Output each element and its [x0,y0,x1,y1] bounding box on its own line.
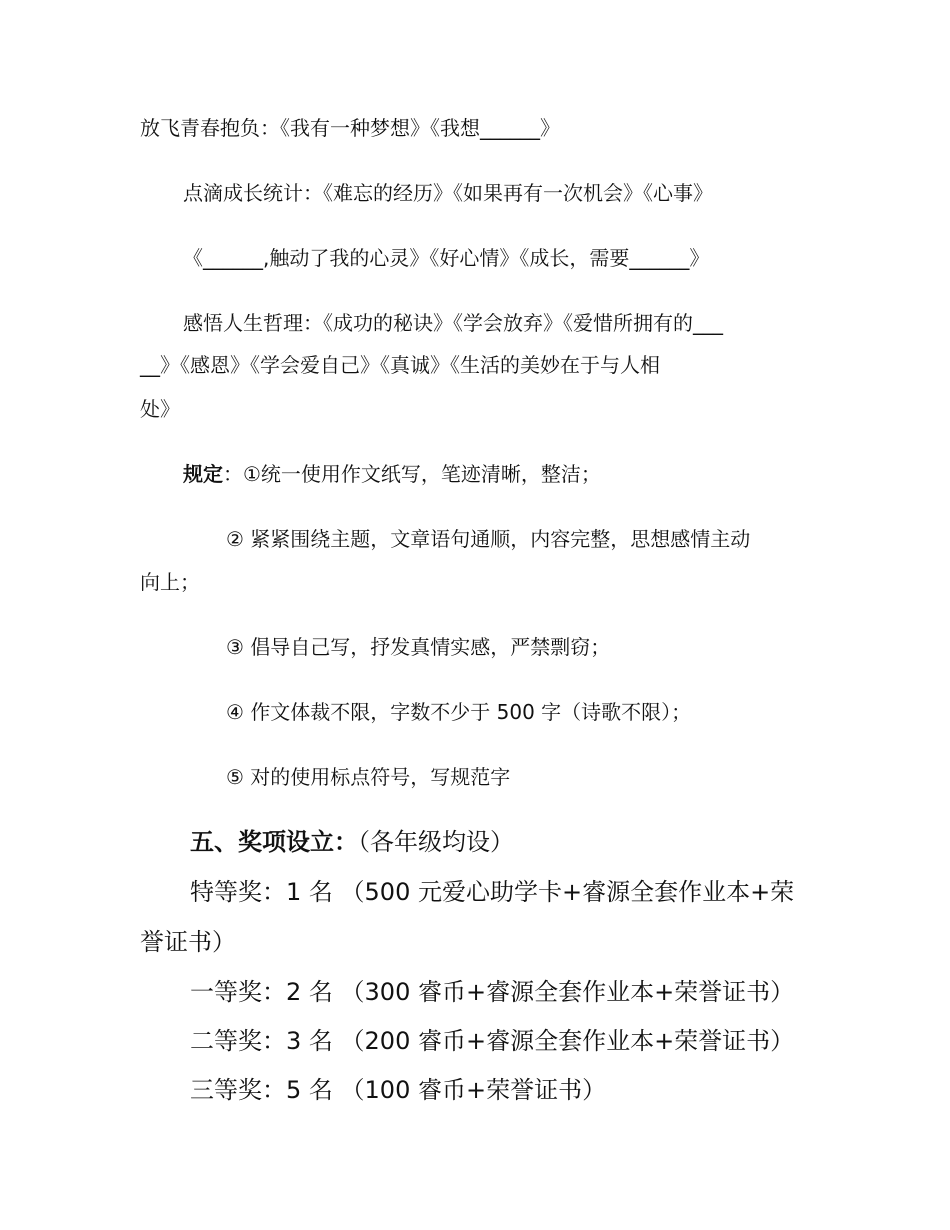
awards-heading: 五、奖项设立： [190,828,358,856]
rule-1: ：①统一使用作文纸写，笔迹清晰，整洁； [223,462,601,486]
award-special-a: 特等奖：1 名 （500 元爱心助学卡+睿源全套作业本+荣 [190,878,795,906]
rules-line-1 [183,460,601,488]
rule-3: ③ 倡导自己写，抒发真情实感，严禁剽窃； [226,635,611,659]
topic-line-2: 点滴成长统计：《难忘的经历》《如果再有一次机会》《心事》 [183,181,713,205]
rules-label: 规定 [183,462,223,486]
rule-2b: 向上； [140,570,200,594]
award-special-b: 誉证书） [140,928,236,956]
awards-heading-note: （各年级均设） [358,828,514,856]
rule-2a: ② 紧紧围绕主题，文章语句通顺，内容完整，思想感情主动 [226,527,751,551]
topic-line-5: __》《感恩》《学会爱自己》《真诚》《生活的美妙在于与人相 [140,353,660,377]
topic-line-4: 感悟人生哲理：《成功的秘诀》《学会放弃》《爱惜所拥有的___ [183,311,723,335]
awards-heading-line [190,826,514,858]
topic-line-6: 处》 [140,397,180,421]
rule-5: ⑤ 对的使用标点符号，写规范字 [226,765,511,789]
award-second: 二等奖：3 名 （200 睿币+睿源全套作业本+荣誉证书） [190,1027,795,1055]
topic-line-1: 放飞青春抱负：《我有一种梦想》《我想______》 [140,116,560,140]
rule-4: ④ 作文体裁不限，字数不少于 500 字（诗歌不限）； [226,700,692,724]
award-first: 一等奖：2 名 （300 睿币+睿源全套作业本+荣誉证书） [190,978,795,1006]
topic-line-3: 《______,触动了我的心灵》《好心情》《成长，需要______》 [183,246,710,270]
award-third: 三等奖：5 名 （100 睿币+荣誉证书） [190,1076,607,1104]
